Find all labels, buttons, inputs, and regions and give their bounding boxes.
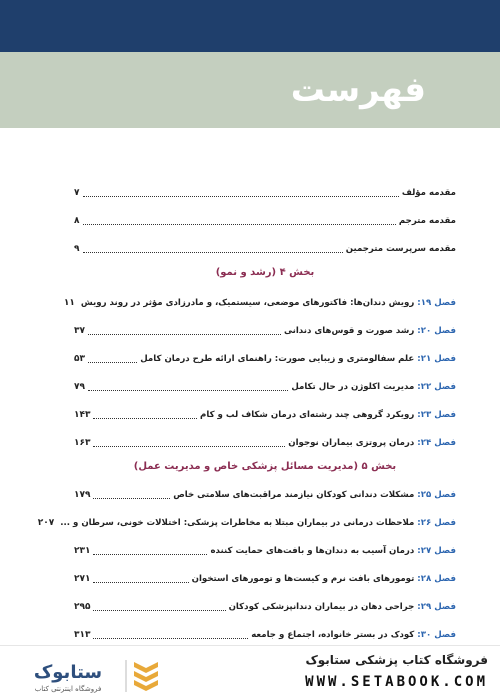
chapter-number: فصل ۲۴:	[417, 438, 456, 448]
leader-dots	[93, 498, 170, 499]
toc-row-page: ۸	[74, 216, 80, 226]
chapter-number: فصل ۱۹:	[417, 298, 456, 308]
toc-row-page: ۱۱	[63, 298, 75, 308]
toc-row-title: جراحی دهان در بیماران دندانپزشکی کودکان	[228, 602, 415, 612]
leader-dots	[93, 582, 188, 583]
toc-row-title: مقدمه مترجم	[398, 216, 456, 226]
leader-dots	[93, 554, 207, 555]
toc-row-chapter-21[interactable]	[74, 351, 456, 367]
toc-row-title: رویش دندان‌ها: فاکتورهای موضعی، سیستمیک، و مادرزادی مؤثر در روند رویش	[80, 298, 415, 308]
toc-row-page: ۳۷	[74, 326, 85, 336]
toc-row-title: مشکلات دندانی کودکان نیازمند مراقبت‌های سلامتی خاص	[173, 490, 415, 500]
toc-row-chapter-29[interactable]	[74, 599, 456, 615]
toc-row-chapter-19[interactable]	[63, 295, 456, 311]
toc-row-chapter-22[interactable]	[74, 379, 456, 395]
book-icon	[134, 662, 158, 691]
toc-row-page: ۲۳۱	[74, 546, 91, 556]
toc-row-title: درمان پروتزی بیماران نوجوان	[288, 438, 415, 448]
logo-subtitle: فروشگاه اینترنتی کتاب	[34, 685, 102, 693]
chapter-number: فصل ۲۸:	[417, 574, 456, 584]
toc-row-preface-translator[interactable]	[74, 213, 456, 229]
leader-dots	[83, 224, 396, 225]
toc-row-page: ۷	[74, 188, 80, 198]
leader-dots	[88, 390, 288, 391]
toc-row-preface-supervisor[interactable]	[74, 241, 456, 257]
toc-row-title: تومورهای بافت نرم و کیست‌ها و تومورهای استخوان	[191, 574, 415, 584]
chapter-number: فصل ۲۵:	[417, 490, 456, 500]
page-title: فهرست	[290, 70, 426, 110]
toc-row-chapter-25[interactable]	[74, 487, 456, 503]
leader-dots	[83, 252, 343, 253]
toc-row-page: ۱۶۳	[74, 438, 91, 448]
toc-row-chapter-23[interactable]	[74, 407, 456, 423]
toc-row-page: ۱۷۹	[74, 490, 91, 500]
chapter-number: فصل ۲۱:	[417, 354, 456, 364]
chapter-number: فصل ۲۹:	[417, 602, 456, 612]
toc-row-chapter-26[interactable]	[37, 515, 456, 531]
top-color-band	[0, 0, 500, 52]
toc-row-page: ۲۰۷	[37, 518, 55, 528]
toc-row-page: ۹	[74, 244, 80, 254]
leader-dots	[88, 362, 137, 363]
chapter-number: فصل ۲۶:	[417, 518, 456, 528]
toc-row-title: کودک در بستر خانواده، اجتماع و جامعه	[251, 630, 415, 640]
toc-row-page: ۲۷۱	[74, 574, 91, 584]
toc-row-title: رشد صورت و قوس‌های دندانی	[283, 326, 415, 336]
toc-row-chapter-20[interactable]	[74, 323, 456, 339]
store-name: فروشگاه کتاب پزشکی ستابوک	[305, 653, 488, 667]
leader-dots	[93, 446, 285, 447]
toc-row-title: رویکرد گروهی چند رشته‌ای درمان شکاف لب و کام	[200, 410, 415, 420]
logo-wordmark: ستابوک	[33, 662, 103, 683]
leader-dots	[88, 334, 281, 335]
toc-row-page: ۲۹۵	[74, 602, 91, 612]
chapter-number: فصل ۲۰:	[417, 326, 456, 336]
store-url-link[interactable]: WWW.SETABOOK.COM	[305, 674, 488, 690]
toc-row-chapter-24[interactable]	[74, 435, 456, 451]
toc-row-title: درمان آسیب به دندان‌ها و بافت‌های حمایت کننده	[210, 546, 415, 556]
toc-row-chapter-30[interactable]	[74, 627, 456, 643]
toc-row-page: ۷۹	[74, 382, 85, 392]
toc-row-title: مقدمه مؤلف	[401, 188, 456, 198]
chapter-number: فصل ۲۳:	[417, 410, 456, 420]
toc-row-page: ۱۴۳	[74, 410, 91, 420]
toc-row-title: ملاحظات درمانی در بیماران مبتلا به مخاطرات پزشکی: اختلالات خونی، سرطان و ...	[60, 518, 415, 528]
leader-dots	[93, 418, 197, 419]
section-heading-4: بخش ۴ (رشد و نمو)	[215, 267, 315, 278]
toc-row-page: ۳۱۳	[74, 630, 91, 640]
toc-row-title: مقدمه سرپرست مترجمین	[345, 244, 456, 254]
chapter-number: فصل ۳۰:	[417, 630, 456, 640]
toc-row-chapter-28[interactable]	[74, 571, 456, 587]
section-heading-5: بخش ۵ (مدیریت مسائل پزشکی خاص و مدیریت عمل)	[133, 461, 397, 472]
leader-dots	[93, 638, 248, 639]
toc-row-chapter-27[interactable]	[74, 543, 456, 559]
toc-row-title: مدیریت اکلوژن در حال تکامل	[291, 382, 415, 392]
chapter-number: فصل ۲۷:	[417, 546, 456, 556]
leader-dots	[83, 196, 399, 197]
setabook-logo[interactable]	[8, 656, 158, 696]
toc-row-preface-author[interactable]	[74, 185, 456, 201]
toc-row-page: ۵۳	[74, 354, 85, 364]
leader-dots	[93, 610, 225, 611]
chapter-number: فصل ۲۲:	[417, 382, 456, 392]
toc-row-title: علم سفالومتری و زیبایی صورت: راهنمای ارائه طرح درمان کامل	[140, 354, 415, 364]
